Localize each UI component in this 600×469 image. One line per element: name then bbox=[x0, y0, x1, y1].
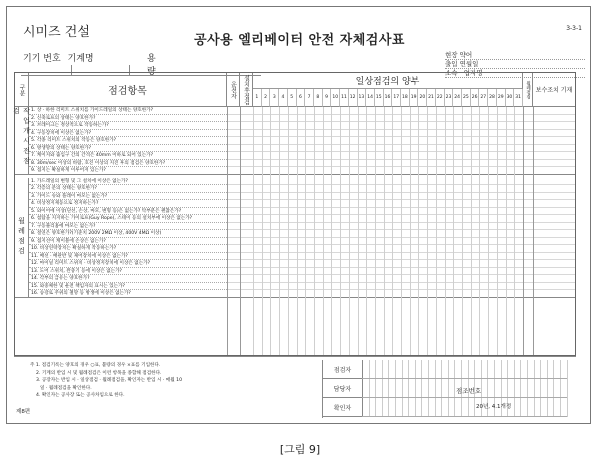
check-item: 13. 도어 스위치, 완충기 등에 이상은 없는가? bbox=[29, 268, 227, 276]
day-header: 11 bbox=[340, 89, 349, 107]
column-divider bbox=[366, 107, 367, 355]
check-item: 7. 구동풀리홈에 마모는 없는가? bbox=[29, 223, 227, 231]
column-divider bbox=[479, 107, 480, 355]
day-header: 4 bbox=[279, 89, 288, 107]
day-header: 10 bbox=[331, 89, 340, 107]
column-divider bbox=[305, 107, 306, 355]
day-header: 16 bbox=[384, 89, 393, 107]
check-item: 11. 배선 · 배관반 및 제어장치에 이상은 없는가? bbox=[29, 253, 227, 261]
confirmer-label: 확인자 bbox=[323, 398, 363, 417]
inspection-table bbox=[14, 72, 576, 356]
company-vendor-label: 소속 · 업자명 bbox=[445, 69, 585, 78]
day-header: 31 bbox=[514, 89, 523, 107]
revision-label: 20년, 4.1개정 bbox=[476, 404, 512, 410]
day-header: 22 bbox=[436, 89, 445, 107]
column-divider bbox=[270, 107, 271, 355]
note-line: 4. 확인자는 공사장 또는 공사차임으로 한다. bbox=[36, 393, 125, 398]
sign-cell-divider bbox=[402, 360, 403, 417]
day-header: 28 bbox=[488, 89, 497, 107]
check-item: 6. 방생망의 상태는 양호한가? bbox=[29, 145, 227, 153]
figure-caption: [그림 9] bbox=[279, 443, 321, 456]
section-label: 작업개시전점검 bbox=[15, 107, 29, 175]
machine-no-label: 기기 번호 bbox=[23, 54, 61, 64]
check-item: 9. 접지는 확실하게 이루어져 있는가? bbox=[29, 167, 227, 175]
column-divider bbox=[240, 107, 241, 355]
sign-row-divider bbox=[362, 378, 567, 379]
check-item: 7. 케이지와 출입구 간의 간격은 40mm 이하로 되어 있는가? bbox=[29, 152, 227, 160]
day-header: 9 bbox=[323, 89, 332, 107]
check-item: 4. 구동장치에 이상은 없는가? bbox=[29, 130, 227, 138]
sign-cell-divider bbox=[441, 360, 442, 417]
day-header: 7 bbox=[305, 89, 314, 107]
sign-cell-divider bbox=[534, 360, 535, 417]
check-item: 14. 각부의 급유는 양호한가? bbox=[29, 275, 227, 283]
header-items: 점검항목 bbox=[29, 73, 227, 107]
header-operator: 운전자 bbox=[227, 73, 240, 107]
day-header: 24 bbox=[453, 89, 462, 107]
column-divider bbox=[323, 107, 324, 355]
header-category: 구분 bbox=[15, 73, 29, 107]
sign-cell-divider bbox=[388, 360, 389, 417]
day-header: 30 bbox=[506, 89, 515, 107]
day-header: 25 bbox=[462, 89, 471, 107]
column-divider bbox=[340, 107, 341, 355]
check-item: 3. 브레이크는 정상적으로 작동하는가? bbox=[29, 122, 227, 130]
check-item: 8. 절연은 양호한가?(기준치 200V 2MΩ 이상, 400V 4MΩ 이상) bbox=[29, 230, 227, 238]
sign-cell-divider bbox=[395, 360, 396, 417]
check-item: 6. 첨탑을 지지하는 가이로프(Guy Rope), 스테이 등의 설치부에 이상은 없는가? bbox=[29, 215, 227, 223]
day-header: 13 bbox=[358, 89, 367, 107]
sign-row-divider bbox=[362, 397, 567, 398]
sign-cell-divider bbox=[415, 360, 416, 417]
column-divider bbox=[227, 107, 228, 355]
publisher-label: 제8편 bbox=[16, 409, 31, 415]
column-divider bbox=[314, 107, 315, 355]
notes bbox=[30, 362, 280, 400]
entry-date-label: 출입 연월일 bbox=[445, 60, 585, 69]
sign-cell-divider bbox=[408, 360, 409, 417]
day-header: 17 bbox=[392, 89, 401, 107]
sign-cell-divider bbox=[514, 360, 515, 417]
day-header: 27 bbox=[479, 89, 488, 107]
day-header: 6 bbox=[297, 89, 306, 107]
sign-labels bbox=[322, 360, 363, 418]
column-divider bbox=[358, 107, 359, 355]
day-header: 26 bbox=[471, 89, 480, 107]
day-header: 14 bbox=[366, 89, 375, 107]
sign-cell-divider bbox=[375, 360, 376, 417]
day-header: 5 bbox=[288, 89, 297, 107]
sign-cell-divider bbox=[448, 360, 449, 417]
header-daily-check: 일상점검의 양부 bbox=[253, 73, 523, 89]
column-divider bbox=[497, 107, 498, 355]
column-divider bbox=[488, 107, 489, 355]
column-divider bbox=[279, 107, 280, 355]
sign-cell-divider bbox=[421, 360, 422, 417]
header-monthly: 월례점검 bbox=[523, 73, 533, 107]
capacity-label: 용량 bbox=[147, 54, 156, 77]
column-divider bbox=[331, 107, 332, 355]
notes-divider bbox=[14, 356, 576, 357]
sign-cell-divider bbox=[547, 360, 548, 417]
day-header: 3 bbox=[270, 89, 279, 107]
section-divider bbox=[15, 174, 575, 175]
sign-cell-divider bbox=[428, 360, 429, 417]
column-divider bbox=[384, 107, 385, 355]
column-divider bbox=[453, 107, 454, 355]
check-item: 10. 비상연락장치는 확실하게 작동하는가? bbox=[29, 245, 227, 253]
day-header: 12 bbox=[349, 89, 358, 107]
day-header: 19 bbox=[410, 89, 419, 107]
column-divider bbox=[514, 107, 515, 355]
header-post-install: 설치후점검 bbox=[240, 73, 253, 107]
day-header: 15 bbox=[375, 89, 384, 107]
column-divider bbox=[436, 107, 437, 355]
machine-info bbox=[23, 51, 156, 77]
sign-row-divider bbox=[362, 416, 567, 417]
note-line: 2. 기계의 반입 시 및 월례점검은 이런 항목을 종합해 점검한다. bbox=[36, 370, 162, 376]
column-divider bbox=[410, 107, 411, 355]
column-divider bbox=[349, 107, 350, 355]
document-title: 공사용 엘리베이터 안전 자체검사표 bbox=[194, 33, 405, 48]
check-item: 3. 가이드 슈와 플레이 마모는 없는가? bbox=[29, 193, 227, 201]
section-divider bbox=[15, 297, 575, 298]
column-divider bbox=[533, 107, 534, 355]
check-item: 5. 와이어에 이상(단선, 손상, 마모, 변형 등)은 없는가? 탁부분은 괜찮은가? bbox=[29, 208, 227, 216]
check-item: 9. 접지선이 케이블에 손상은 없는가? bbox=[29, 238, 227, 246]
column-divider bbox=[253, 107, 254, 355]
check-item: 2. 신축로프의 상태는 양호한가? bbox=[29, 115, 227, 123]
check-item: 2. 각층의 문의 상태는 양호한가? bbox=[29, 185, 227, 193]
sign-cell-divider bbox=[520, 360, 521, 417]
site-abbr-label: 현장 약어 bbox=[445, 51, 585, 60]
day-header: 1 bbox=[253, 89, 262, 107]
checker-label: 점검자 bbox=[323, 360, 363, 379]
check-item: 5. 각종 리미트 스위치의 작동은 양호한가? bbox=[29, 137, 227, 145]
check-number-label: 점조번호 bbox=[456, 387, 482, 395]
sign-cell-divider bbox=[435, 360, 436, 417]
sign-cell-divider bbox=[369, 360, 370, 417]
machine-name-label: 기계명 bbox=[67, 54, 94, 64]
column-divider bbox=[418, 107, 419, 355]
header-remarks: 보수조치 기재 bbox=[533, 73, 575, 107]
day-header: 8 bbox=[314, 89, 323, 107]
sign-cell-divider bbox=[382, 360, 383, 417]
sign-cell-divider bbox=[527, 360, 528, 417]
check-item: 1. 가드레일의 변형 및 그 설치에 이상은 없는가? bbox=[29, 178, 227, 186]
section-label: 월례점검 bbox=[15, 178, 29, 298]
sign-cell-divider bbox=[567, 360, 568, 417]
day-header: 18 bbox=[401, 89, 410, 107]
sign-cell-divider bbox=[540, 360, 541, 417]
column-divider bbox=[392, 107, 393, 355]
sign-cell-divider bbox=[553, 360, 554, 417]
day-header: 2 bbox=[262, 89, 271, 107]
day-header: 23 bbox=[445, 89, 454, 107]
note-line: 주 1. 점검기록는 양호의 경우 ○표, 불량의 경우 ×표를 기입한다. bbox=[30, 363, 161, 368]
check-item: 16. 승강로 주위의 철망 등 방생에 이상은 없는가? bbox=[29, 290, 227, 298]
check-item: 15. 와중체한 및 운전 책임자의 표시는 있는가? bbox=[29, 283, 227, 291]
day-header: 29 bbox=[497, 89, 506, 107]
column-divider bbox=[506, 107, 507, 355]
column-divider bbox=[445, 107, 446, 355]
column-divider bbox=[375, 107, 376, 355]
column-divider bbox=[401, 107, 402, 355]
manager-label: 담당자 bbox=[323, 379, 363, 398]
column-divider bbox=[262, 107, 263, 355]
note-line: 일 · 월례점검을 확인한다. bbox=[40, 385, 92, 391]
column-divider bbox=[427, 107, 428, 355]
day-header: 20 bbox=[418, 89, 427, 107]
day-header: 21 bbox=[427, 89, 436, 107]
form-number: 3-3-1 bbox=[566, 25, 582, 32]
column-divider bbox=[471, 107, 472, 355]
sign-cell-divider bbox=[560, 360, 561, 417]
column-divider bbox=[288, 107, 289, 355]
check-item: 1. 상 · 하한 리미트 스위치를 가이드레일의 상태는 양호한가? bbox=[29, 107, 227, 115]
column-divider bbox=[462, 107, 463, 355]
column-divider bbox=[297, 107, 298, 355]
check-item: 4. 비상정지제동으로 정지하는가? bbox=[29, 200, 227, 208]
check-item: 12. 마이널 리미트 스위치 · 비상정지장치에 이상은 없는가? bbox=[29, 260, 227, 268]
note-line: 3. 공장자는 반입 시 · 일상점검 · 월례점검을, 확인자는 반입 시 · 매월 10 bbox=[36, 378, 182, 383]
column-divider bbox=[523, 107, 524, 355]
check-item: 8. 30m/sec 이상의 바람, 호진 이상의 지진 후의 점검은 양호한가? bbox=[29, 160, 227, 168]
company-name: 시미즈 건설 bbox=[23, 25, 90, 40]
